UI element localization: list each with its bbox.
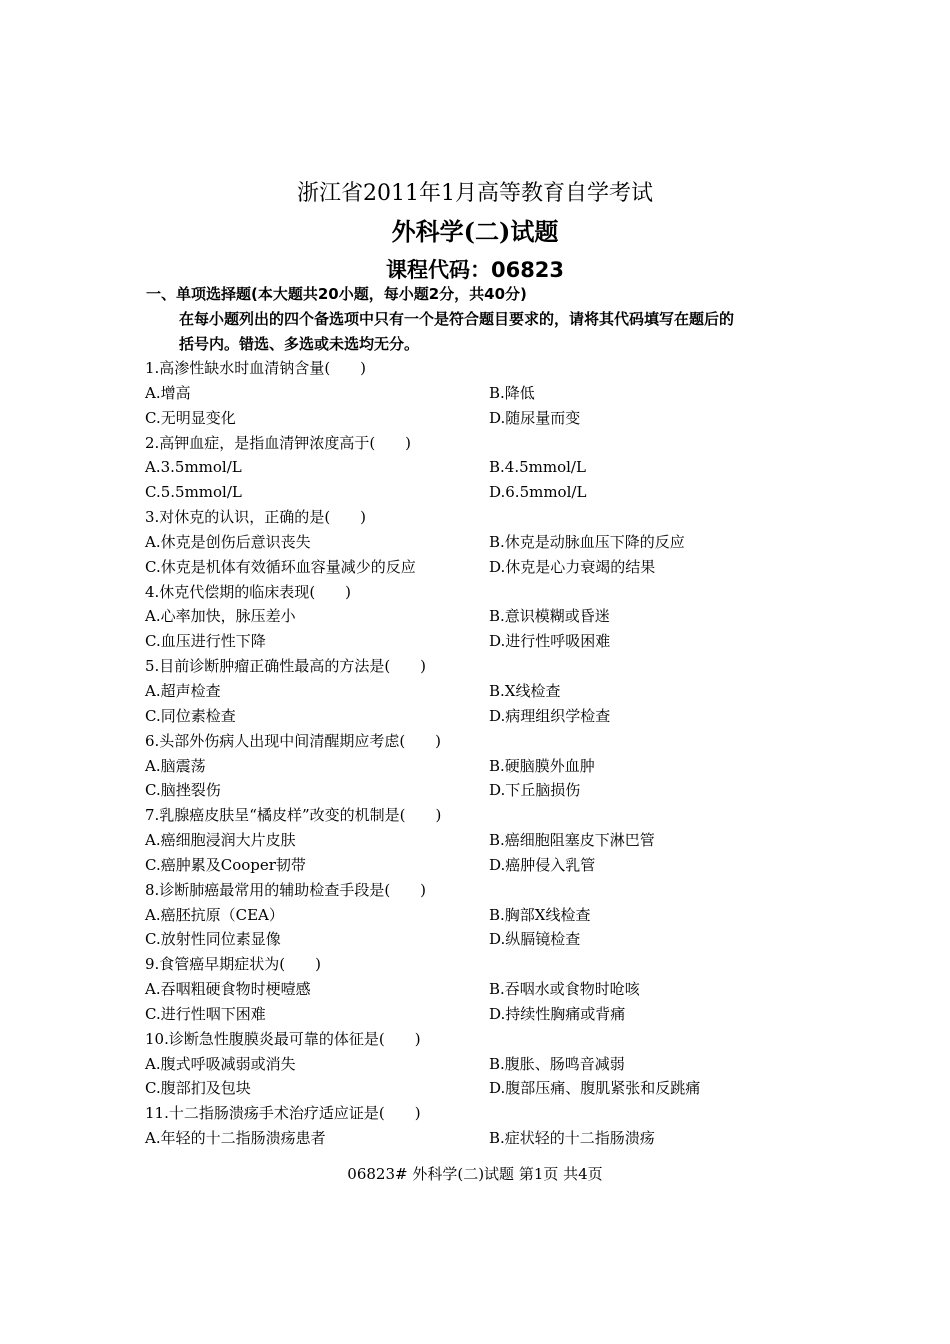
answer-option: B.降低 (489, 383, 535, 402)
section-instruction-line1: 在每小题列出的四个备选项中只有一个是符合题目要求的，请将其代码填写在题后的 (179, 310, 735, 328)
answer-option: A.腹式呼吸减弱或消失 (145, 1054, 296, 1073)
answer-option: B.硬脑膜外血肿 (489, 756, 595, 775)
answer-option: D.6.5mmol/L (489, 483, 587, 502)
answer-option: C.无明显变化 (145, 408, 236, 427)
question-stem (145, 803, 845, 828)
question-stem (145, 580, 845, 605)
answer-option: D.纵膈镜检查 (489, 930, 581, 949)
section-instruction-line2: 括号内。错选、多选或未选均无分。 (179, 335, 420, 353)
answer-option: D.进行性呼吸困难 (489, 632, 611, 651)
question-stem-text: 8.诊断肺癌最常用的辅助检查手段是( ) (145, 880, 427, 899)
answer-option: C.5.5mmol/L (145, 483, 242, 502)
option-row (145, 530, 845, 555)
answer-option: B.4.5mmol/L (489, 458, 586, 477)
option-row (145, 754, 845, 779)
answer-option: C.血压进行性下降 (145, 632, 266, 651)
option-row (145, 977, 845, 1002)
answer-option: B.症状轻的十二指肠溃疡 (489, 1129, 655, 1148)
answer-option: C.进行性咽下困难 (145, 1004, 266, 1023)
question-stem (145, 729, 845, 754)
option-row (145, 704, 845, 729)
option-row (145, 1052, 845, 1077)
answer-option: A.癌胚抗原（CEA） (145, 905, 284, 924)
option-row (145, 853, 845, 878)
answer-option: D.休克是心力衰竭的结果 (489, 557, 656, 576)
answer-option: A.癌细胞浸润大片皮肤 (145, 831, 296, 850)
answer-option: A.3.5mmol/L (145, 458, 242, 477)
option-row (145, 679, 845, 704)
question-stem-text: 6.头部外伤病人出现中间清醒期应考虑( ) (145, 731, 442, 750)
question-stem-text: 2.高钾血症，是指血清钾浓度高于( ) (145, 433, 412, 452)
answer-option: A.吞咽粗硬食物时梗噎感 (145, 980, 311, 999)
answer-option: C.脑挫裂伤 (145, 781, 221, 800)
answer-option: A.增高 (145, 383, 191, 402)
answer-option: B.休克是动脉血压下降的反应 (489, 532, 685, 551)
answer-option: C.同位素检查 (145, 706, 236, 725)
question-stem (145, 654, 845, 679)
answer-option: B.意识模糊或昏迷 (489, 607, 610, 626)
answer-option: B.胸部X线检查 (489, 905, 591, 924)
option-row (145, 455, 845, 480)
answer-option: B.X线检查 (489, 681, 561, 700)
answer-option: A.心率加快，脉压差小 (145, 607, 296, 626)
answer-option: A.休克是创伤后意识丧失 (145, 532, 311, 551)
option-row (145, 555, 845, 580)
option-row (145, 927, 845, 952)
question-stem (145, 356, 845, 381)
question-stem (145, 952, 845, 977)
question-stem-text: 3.对休克的认识，正确的是( ) (145, 508, 367, 527)
question-stem-text: 7.乳腺癌皮肤呈“橘皮样”改变的机制是( ) (145, 806, 442, 825)
answer-option: D.随尿量而变 (489, 408, 581, 427)
option-row (145, 480, 845, 505)
option-row (145, 604, 845, 629)
question-stem (145, 1101, 845, 1126)
answer-option: B.吞咽水或食物时呛咳 (489, 980, 640, 999)
answer-option: D.癌肿侵入乳管 (489, 855, 596, 874)
answer-option: C.休克是机体有效循环血容量减少的反应 (145, 557, 416, 576)
question-stem (145, 878, 845, 903)
option-row (145, 629, 845, 654)
question-stem-text: 1.高渗性缺水时血清钠含量( ) (145, 359, 367, 377)
section-heading: 一、单项选择题(本大题共20小题，每小题2分，共40分) (146, 285, 527, 303)
question-stem-text: 9.食管癌早期症状为( ) (145, 955, 322, 974)
option-row (145, 381, 845, 406)
exam-title: 浙江省2011年1月高等教育自学考试 (297, 181, 653, 206)
question-stem (145, 1027, 845, 1052)
question-stem-text: 4.休克代偿期的临床表现( ) (145, 582, 352, 601)
option-row (145, 1076, 845, 1101)
option-row (145, 406, 845, 431)
answer-option: A.年轻的十二指肠溃疡患者 (145, 1129, 326, 1148)
answer-option: D.腹部压痛、腹肌紧张和反跳痛 (489, 1079, 701, 1098)
page-footer: 06823# 外科学(二)试题 第1页 共4页 (347, 1165, 603, 1183)
option-row (145, 903, 845, 928)
answer-option: C.放射性同位素显像 (145, 930, 281, 949)
answer-option: A.超声检查 (145, 681, 221, 700)
course-code: 课程代码：06823 (385, 258, 565, 282)
subject-title: 外科学(二)试题 (391, 217, 559, 246)
answer-option: B.癌细胞阻塞皮下淋巴管 (489, 831, 655, 850)
answer-option: D.持续性胸痛或背痛 (489, 1004, 626, 1023)
option-row (145, 1002, 845, 1027)
option-row (145, 1126, 845, 1151)
answer-option: D.病理组织学检查 (489, 706, 611, 725)
question-stem-text: 11.十二指肠溃疡手术治疗适应证是( ) (145, 1104, 421, 1123)
answer-option: C.癌肿累及Cooper韧带 (145, 855, 306, 874)
answer-option: A.脑震荡 (145, 756, 206, 775)
answer-option: B.腹胀、肠鸣音减弱 (489, 1054, 625, 1073)
question-stem (145, 431, 845, 456)
option-row (145, 828, 845, 853)
question-stem-text: 10.诊断急性腹膜炎最可靠的体征是( ) (145, 1029, 421, 1048)
answer-option: C.腹部扪及包块 (145, 1079, 251, 1098)
question-stem-text: 5.目前诊断肿瘤正确性最高的方法是( ) (145, 657, 427, 676)
question-stem (145, 505, 845, 530)
question-list (145, 356, 845, 1151)
option-row (145, 778, 845, 803)
answer-option: D.下丘脑损伤 (489, 781, 581, 800)
